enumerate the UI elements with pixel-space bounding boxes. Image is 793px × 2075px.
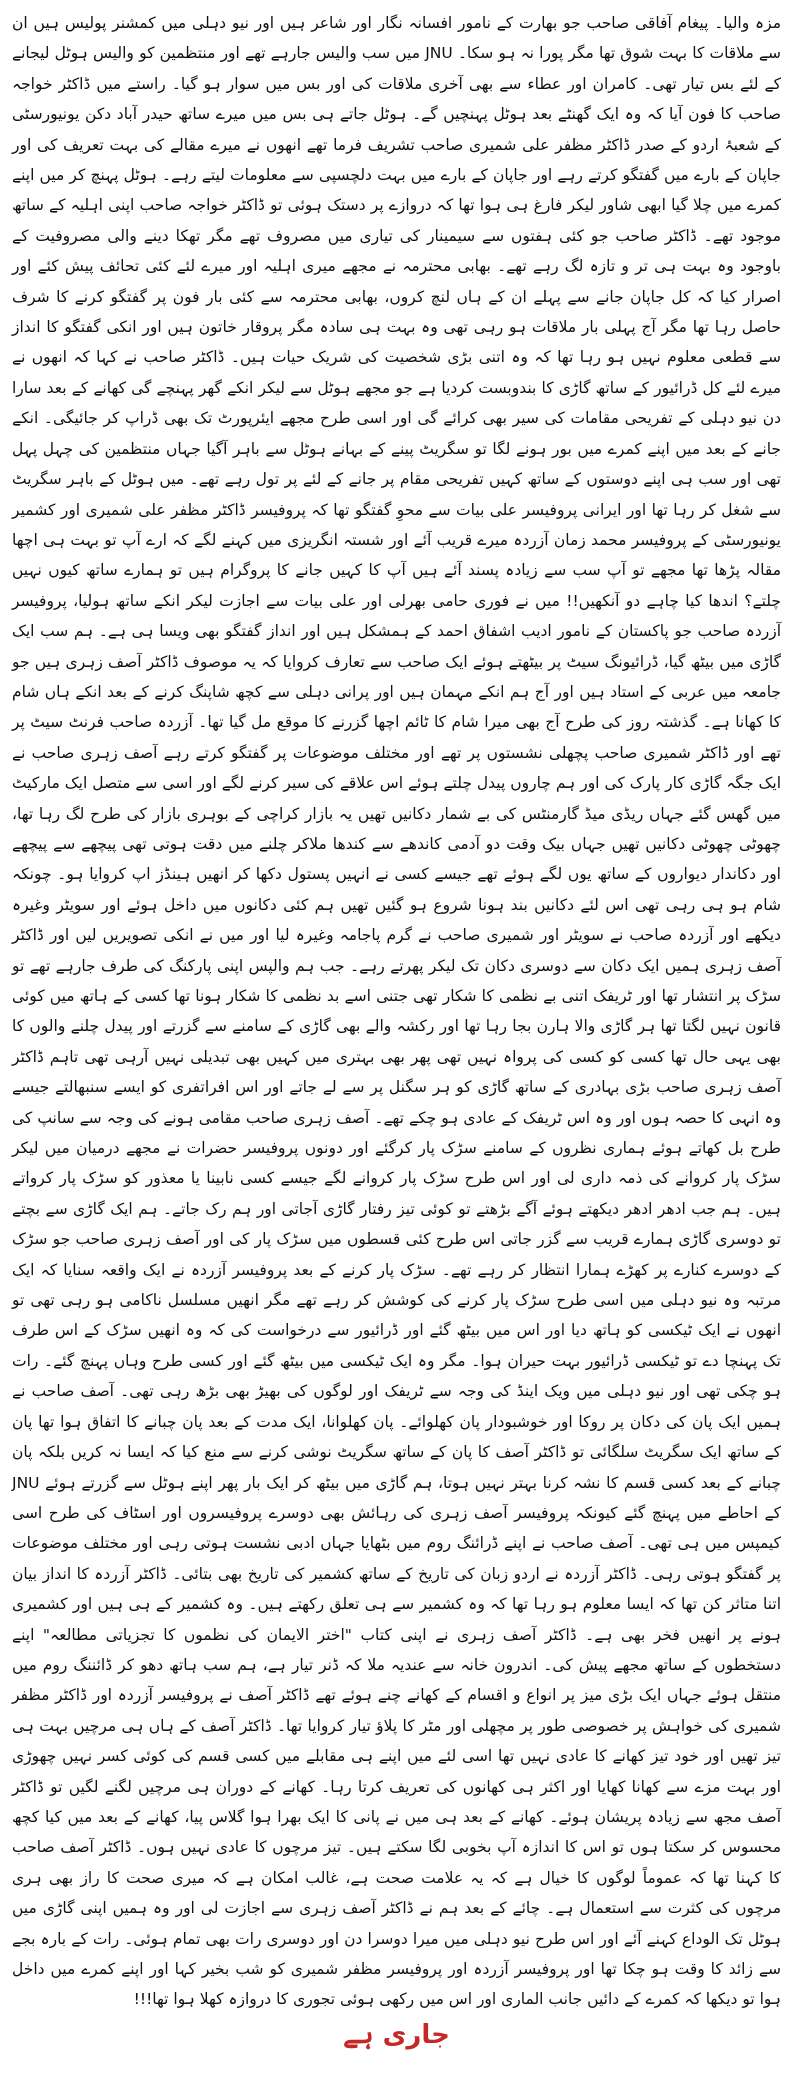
- article-body: [12, 8, 781, 2015]
- continued-footer: [12, 2015, 781, 2055]
- continued-label: جاری ہے: [343, 2019, 450, 2050]
- article-paragraph: مزہ والیا۔ پیغام آفاقی صاحب جو بھارت کے نامور افسانہ نگار اور شاعر ہیں اور نیو دہلی میں کمشنر پولیس ہیں ان سے ملاقات کا بہت شوق تھا مگر پورا نہ ہو سکا۔ JNU میں سب والیس جارہے تھے اور منتظمین کو والیس ہوٹل لیجانے کے لئے بس تیار تھی۔ کامران اور عطاء سے بھی آخری ملاقات کی اور بس میں سوار ہو گیا۔ راستے میں ڈاکٹر خواجہ صاحب کا فون آیا کہ وہ ایک گھنٹے بعد ہوٹل پہنچیں گے۔ ہوٹل جاتے ہی بس میں میرے ساتھ حیدر آباد دکن یونیورسٹی کے شعبۂ اردو کے صدر ڈاکٹر مظفر علی شمیری صاحب تشریف فرما تھے انھوں نے میرے مقالے کی بہت تعریف کی اور جاپان کے بارے میں گفتگو کرتے رہے اور جاپان کے بارے میں بہت دلچسپی سے معلومات لیتے رہے۔ ہوٹل پہنچ کر میں اپنے کمرے میں چلا گیا ابھی شاور لیکر فارغ ہی ہوا تھا کہ دروازے پر دستک ہوئی تو ڈاکٹر خواجہ صاحب اپنی اہلیہ کے ساتھ موجود تھے۔ ڈاکٹر صاحب جو کئی ہفتوں سے سیمینار کی تیاری میں مصروف تھے مگر تھکا دینے والی مصروفیت کے باوجود وہ بہت ہی تر و تازہ لگ رہے تھے۔ بھابی محترمہ نے مجھے میری اہلیہ اور میرے لئے کئی تحائف پیش کئے اور اصرار کیا کہ کل جاپان جانے سے پہلے ان کے ہاں لنچ کروں، بھابی محترمہ سے کئی بار فون پر گفتگو کرنے کا شرف حاصل رہا تھا مگر آج پہلی بار ملاقات ہو رہی تھی وہ بہت ہی سادہ مگر پروقار خاتون ہیں اور انکی گفتگو کا انداز سے قطعی معلوم نہیں ہو رہا تھا کہ وہ اتنی بڑی شخصیت کی شریک حیات ہیں۔ ڈاکٹر صاحب نے کہا کہ انھوں نے میرے لئے کل ڈرائیور کے ساتھ گاڑی کا بندوبست کردیا ہے جو مجھے ہوٹل سے لیکر انکے گھر پہنچے گی کھانے کے بعد سارا دن نیو دہلی کے تفریحی مقامات کی سیر بھی کرائے گی اور اسی طرح مجھے ایئرپورٹ تک بھی ڈراپ کر جائیگی۔ انکے جانے کے بعد میں اپنے کمرے میں بور ہونے لگا تو سگریٹ پینے کے بہانے ہوٹل سے باہر آگیا جہاں منتظمین کی چہل پہل تھی اور سب ہی اپنے دوستوں کے ساتھ کہیں تفریحی مقام پر جانے کے لئے پر تول رہے تھے۔ میں ہوٹل کے باہر سگریٹ سے شغل کر رہا تھا اور ایرانی پروفیسر علی بیات سے محوِ گفتگو تھا کہ پروفیسر ڈاکٹر مظفر علی شمیری اور کشمیر یونیورسٹی کے پروفیسر محمد زمان آزردہ میرے قریب آئے اور شستہ انگریزی میں کہنے لگے کہ ارے آپ تو بہت ہی اچھا مقالہ پڑھا تھا مجھے تو آپ سب سے زیادہ پسند آئے ہیں آپ کا کہیں جانے کا پروگرام ہیں تو ہمارے ساتھ کیوں نہیں چلتے؟ اندھا کیا چاہے دو آنکھیں!! میں نے فوری حامی بھرلی اور علی بیات سے اجازت لیکر انکے ساتھ ہولیا، پروفیسر آزردہ صاحب جو پاکستان کے نامور ادیب اشفاق احمد کے ہمشکل ہیں اور انداز گفتگو بھی ویسا ہی ہے۔ ہم سب ایک گاڑی میں بیٹھ گیا، ڈرائیونگ سیٹ پر بیٹھتے ہوئے ایک صاحب سے تعارف کروایا کہ یہ موصوف ڈاکٹر آصف زہری ہیں جو جامعہ میں عربی کے استاد ہیں اور آج ہم انکے مہمان ہیں اور پرانی دہلی سے کچھ شاپنگ کرنے کے بعد انکے ہاں شام کا کھانا ہے۔ گذشتہ روز کی طرح آج بھی میرا شام کا ٹائم اچھا گزرنے کا موقع مل گیا تھا۔ آزردہ صاحب فرنٹ سیٹ پر تھے اور ڈاکٹر شمیری صاحب پچھلی نشستوں پر تھے اور مختلف موضوعات پر گفتگو کرتے رہے آصف زہری صاحب نے ایک جگہ گاڑی کار پارک کی اور ہم چاروں پیدل چلتے ہوئے اس علاقے کی سیر کرنے لگے اور اسی سے متصل ایک مارکیٹ میں گھس گئے جہاں ریڈی میڈ گارمنٹس کی بے شمار دکانیں تھیں یہ بازار کراچی کے بوہری بازار کی طرح لگ رہا تھا، چھوٹی چھوٹی دکانیں تھیں جہاں بیک وقت دو آدمی کاندھے سے کندھا ملاکر چلنے میں دقت ہوتی تھی پیچھے سے پیچھے اور دکاندار دیواروں کے ساتھ یوں لگے ہوئے تھے جیسے کسی نے انہیں پستول دکھا کر انھیں ہینڈز اپ کروایا ہو۔ چونکہ شام ہو ہی رہی تھی اس لئے دکانیں بند ہونا شروع ہو گئیں تھیں ہم کئی دکانوں میں داخل ہوئے اور سویٹر وغیرہ دیکھے اور آزردہ صاحب نے سویٹر اور شمیری صاحب نے گرم پاجامہ وغیرہ لیا اور میں نے انکی تصویریں لیں اور ڈاکٹر آصف زہری ہمیں ایک دکان سے دوسری دکان تک لیکر پھرتے رہے۔ جب ہم والپس اپنی پارکنگ کی طرف جارہے تھے تو سڑک پر انتشار تھا اور ٹریفک اتنی بے نظمی کا شکار تھی جتنی اسے بد نظمی کا شکار ہونا تھا کسی کے ہاتھ میں کوئی قانون نہیں لگتا تھا ہر گاڑی والا ہارن بجا رہا تھا اور رکشہ والے بھی گاڑی کے سامنے سے گزرتے اور پیدل چلنے والوں کا بھی یہی حال تھا کسی کو کسی کی پرواہ نہیں تھی پھر بھی بہتری میں کہیں بھی تبدیلی نہیں آرہی تھی تاہم ڈاکٹر آصف زہری صاحب بڑی بہادری کے ساتھ گاڑی کو ہر سگنل پر سے لے جاتے اور اس افراتفری کو ایسے سنبھالتے جیسے وہ انہی کا حصہ ہوں اور وہ اس ٹریفک کے عادی ہو چکے تھے۔ آصف زہری صاحب مقامی ہونے کی وجہ سے سانپ کی طرح بل کھاتے ہوئے ہماری نظروں کے سامنے سڑک پار کرگئے اور دونوں پروفیسر حضرات نے مجھے درمیان میں لیکر سڑک پار کروانے کی ذمہ داری لی اور اس طرح سڑک پار کروانے لگے جیسے کسی نابینا یا معذور کو سڑک پار کرواتے ہیں۔ ہم جب ادھر ادھر دیکھتے ہوئے آگے بڑھتے تو کوئی تیز رفتار گاڑی آجاتی اور ہم رک جاتے۔ ہم ایک گاڑی سے بچتے تو دوسری گاڑی ہمارے قریب سے گزر جاتی اس طرح کئی قسطوں میں سڑک پار کی اور آصف زہری صاحب جو سڑک کے دوسرے کنارے پر کھڑے ہمارا انتظار کر رہے تھے۔ سڑک پار کرنے کے بعد پروفیسر آزردہ نے ایک واقعہ سنایا کہ ایک مرتبہ وہ نیو دہلی میں اسی طرح سڑک پار کرنے کی کوشش کر رہے تھے مگر انھیں مسلسل ناکامی ہو رہی تھی تو انھوں نے ایک ٹیکسی کو ہاتھ دیا اور اس میں بیٹھ گئے اور ڈرائیور سے درخواست کی کہ وہ انھیں سڑک کے اس طرف تک پہنچا دے تو ٹیکسی ڈرائیور بہت حیران ہوا۔ مگر وہ ایک ٹیکسی میں بیٹھ گئے اور کسی طرح وہاں پہنچ گئے۔ رات ہو چکی تھی اور نیو دہلی میں ویک اینڈ کی وجہ سے ٹریفک اور لوگوں کی بھیڑ بھی بڑھ رہی تھی۔ آصف صاحب نے ہمیں ایک پان کی دکان پر روکا اور خوشبودار پان کھلوائے۔ پان کھلوانا، ایک مدت کے بعد پان چبانے کا اتفاق ہوا تھا پان کے ساتھ ایک سگریٹ سلگائی تو ڈاکٹر آصف کا پان کے ساتھ سگریٹ نوشی کرنے سے منع کیا کہ ایسا نہ کریں بلکہ پان چبانے کے بعد کسی قسم کا نشہ کرنا بہتر نہیں ہوتا، ہم گاڑی میں بیٹھ کر ایک بار پھر اپنے ہوٹل سے گزرتے ہوئے JNU کے احاطے میں پہنچ گئے کیونکہ پروفیسر آصف زہری کی رہائش بھی دوسرے پروفیسروں اور اسٹاف کی طرح اسی کیمپس میں ہی تھی۔ آصف صاحب نے اپنے ڈرائنگ روم میں بٹھایا جہاں ادبی نشست ہوتی رہی اور مختلف موضوعات پر گفتگو ہوتی رہی۔ ڈاکٹر آزردہ نے اردو زبان کی تاریخ کے ساتھ کشمیر کی تاریخ بھی بتائی۔ ڈاکٹر آزردہ کا انداز بیان اتنا متاثر کن تھا کہ ایسا معلوم ہو رہا تھا کہ وہ کشمیر سے ہی تعلق رکھتے ہیں۔ وہ کشمیر کے ہی ہیں اور کشمیری ہونے پر انھیں فخر بھی ہے۔ ڈاکٹر آصف زہری نے اپنی کتاب "اختر الایمان کی نظموں کا تجزیاتی مطالعہ" اپنے دستخطوں کے ساتھ مجھے پیش کی۔ اندرون خانہ سے عندیہ ملا کہ ڈنر تیار ہے، ہم سب ہاتھ دھو کر ڈائننگ روم میں منتقل ہوئے جہاں ایک بڑی میز پر انواع و اقسام کے کھانے چنے ہوئے تھے ڈاکٹر آصف نے پروفیسر آزردہ اور ڈاکٹر مظفر شمیری کی خواہش پر خصوصی طور پر مچھلی اور مٹر کا پلاؤ تیار کروایا تھا۔ ڈاکٹر آصف کے ہاں ہی مرچیں بہت ہی تیز تھیں اور خود تیز کھانے کا عادی نہیں تھا اسی لئے میں اپنے ہی مقابلے میں کسی قسم کی کوئی کسر نہیں چھوڑی اور بہت مزے سے کھانا کھایا اور اکثر ہی کھانوں کی تعریف کرتا رہا۔ کھانے کے دوران ہی مرچیں لگنے لگیں تو ڈاکٹر آصف مجھ سے زیادہ پریشان ہوئے۔ کھانے کے بعد ہی میں نے پانی کا ایک بھرا ہوا گلاس پیا، کھانے کے بعد میں کیا کچھ محسوس کر سکتا ہوں تو اس کا اندازہ آپ بخوبی لگا سکتے ہیں۔ تیز مرچوں کا عادی نہیں ہوں۔ ڈاکٹر آصف صاحب کا کہنا تھا کہ عموماً لوگوں کا خیال ہے کہ یہ علامت صحت ہے، غالب امکان ہے کہ میری صحت کا راز بھی ہری مرچوں کی کثرت سے استعمال ہے۔ چائے کے بعد ہم نے ڈاکٹر آصف زہری سے اجازت لی اور وہ ہمیں اپنی گاڑی میں ہوٹل تک الوداع کہنے آئے اور اس طرح نیو دہلی میں میرا دوسرا دن اور دوسری رات بھی تمام ہوئی۔ رات کے بارہ بجے سے زائد کا وقت ہو چکا تھا اور پروفیسر آزردہ اور پروفیسر مظفر شمیری کو شب بخیر کہا اور اپنے کمرے میں داخل ہوا تو دیکھا کہ کمرے کے دائیں جانب الماری اور اس میں رکھی ہوئی تجوری کا دروازہ کھلا ہوا تھا!!!: [12, 14, 781, 2009]
